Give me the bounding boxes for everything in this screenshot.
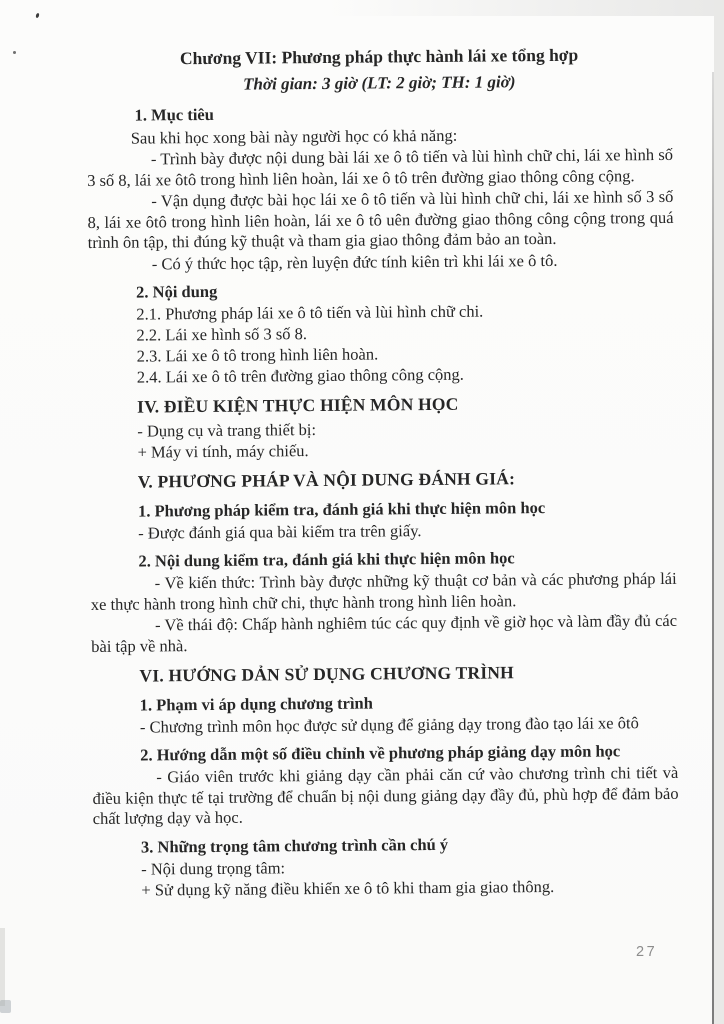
scan-right-edge-shade xyxy=(714,0,724,1024)
chapter-title: Chương VII: Phương pháp thực hành lái xe tổng hợp xyxy=(179,44,579,69)
paragraph: - Vận dụng được bài học lái xe ô tô tiến và lùi hình chữ chi, lái xe hình số 3 số 8, lái xe ôtô trong hình liên hoàn, lái xe ô tô uên đường giao thông công cộng trong quá trình ôn tập, thi đúng kỹ thuật và tham gia giao thông đảm bảo an toàn. xyxy=(87,186,674,252)
paragraph: - Trình bày được nội dung bài lái xe ô tô tiến và lùi hình chữ chi, lái xe hình số 3 số 8, lái xe ôtô trong hình liên hoàn, lái xe ô tô trên đường giao thông công cộng. xyxy=(87,144,674,190)
list-item: 2.3. Lái xe ô tô trong hình liên hoàn. xyxy=(136,344,379,366)
heading-muc-tieu: 1. Mục tiêu xyxy=(134,104,214,125)
list-item: + Sử dụng kỹ năng điều khiển xe ô tô khi tham gia giao thông. xyxy=(141,876,555,900)
list-item: - Được đánh giá qua bài kiểm tra trên giấy. xyxy=(138,521,422,543)
sub-heading: 1. Phạm vi áp dụng chương trình xyxy=(139,693,373,715)
scan-speck xyxy=(13,51,16,54)
scan-top-edge-shade xyxy=(0,0,724,16)
sub-heading: 1. Phương pháp kiểm tra, đánh giá khi thực hiện môn học xyxy=(137,498,546,521)
list-item: + Máy vi tính, máy chiếu. xyxy=(137,441,309,462)
chapter-duration: Thời gian: 3 giờ (LT: 2 giờ; TH: 1 giờ) xyxy=(243,72,516,94)
scan-page-edge-line xyxy=(712,72,714,1024)
page-number: 27 xyxy=(636,944,658,960)
sub-heading: 2. Hướng dẫn một số điều chỉnh về phương pháp giảng dạy môn học xyxy=(140,741,621,765)
sub-heading: 2. Nội dung kiểm tra, đánh giá khi thực hiện môn học xyxy=(138,548,515,571)
list-item: 2.1. Phương pháp lái xe ô tô tiến và lùi hình chữ chi. xyxy=(136,301,484,324)
document-body xyxy=(86,43,679,901)
list-item: - Nội dung trọng tâm: xyxy=(141,857,286,879)
scan-speck xyxy=(35,13,39,19)
section-heading-iv: IV. ĐIỀU KIỆN THỰC HIỆN MÔN HỌC xyxy=(137,393,459,417)
list-item: - Chương trình môn học được sử dụng để giảng dạy trong đào tạo lái xe ôtô xyxy=(139,713,639,737)
paragraph: - Về kiến thức: Trình bày được những kỹ thuật cơ bản và các phương pháp lái xe thực hành trong hình chữ chi, thực hành trong hình liên hoàn. xyxy=(90,568,677,614)
scan-left-edge-strip xyxy=(0,928,5,1006)
list-item: 2.4. Lái xe ô tô trên đường giao thông công cộng. xyxy=(136,364,464,387)
paragraph: - Về thái độ: Chấp hành nghiêm túc các quy định về giờ học và làm đầy đủ các bài tập về nhà. xyxy=(91,610,678,656)
paragraph: - Giáo viên trước khi giảng dạy cần phải căn cứ vào chương trình chi tiết và điều kiện thực tế tại trường để chuẩn bị nội dung giảng dạy đầy đủ, phù hợp để đảm bảo chất lượng dạy và học. xyxy=(92,762,679,828)
scan-corner-mark xyxy=(0,1000,11,1013)
heading-noi-dung: 2. Nội dung xyxy=(136,281,218,302)
sub-heading: 3. Những trọng tâm chương trình cần chú ý xyxy=(140,834,449,857)
list-item: 2.2. Lái xe hình số 3 số 8. xyxy=(136,324,308,345)
list-item: - Dụng cụ và trang thiết bị: xyxy=(137,420,317,441)
paragraph: - Có ý thức học tập, rèn luyện đức tính kiên trì khi lái xe ô tô. xyxy=(151,250,558,273)
paragraph-lead: Sau khi học xong bài này người học có khả năng: xyxy=(130,125,458,148)
section-heading-v: V. PHƯƠNG PHÁP VÀ NỘI DUNG ĐÁNH GIÁ: xyxy=(137,468,516,492)
section-heading-vi: VI. HƯỚNG DẢN SỬ DỤNG CHƯƠNG TRÌNH xyxy=(139,662,515,686)
